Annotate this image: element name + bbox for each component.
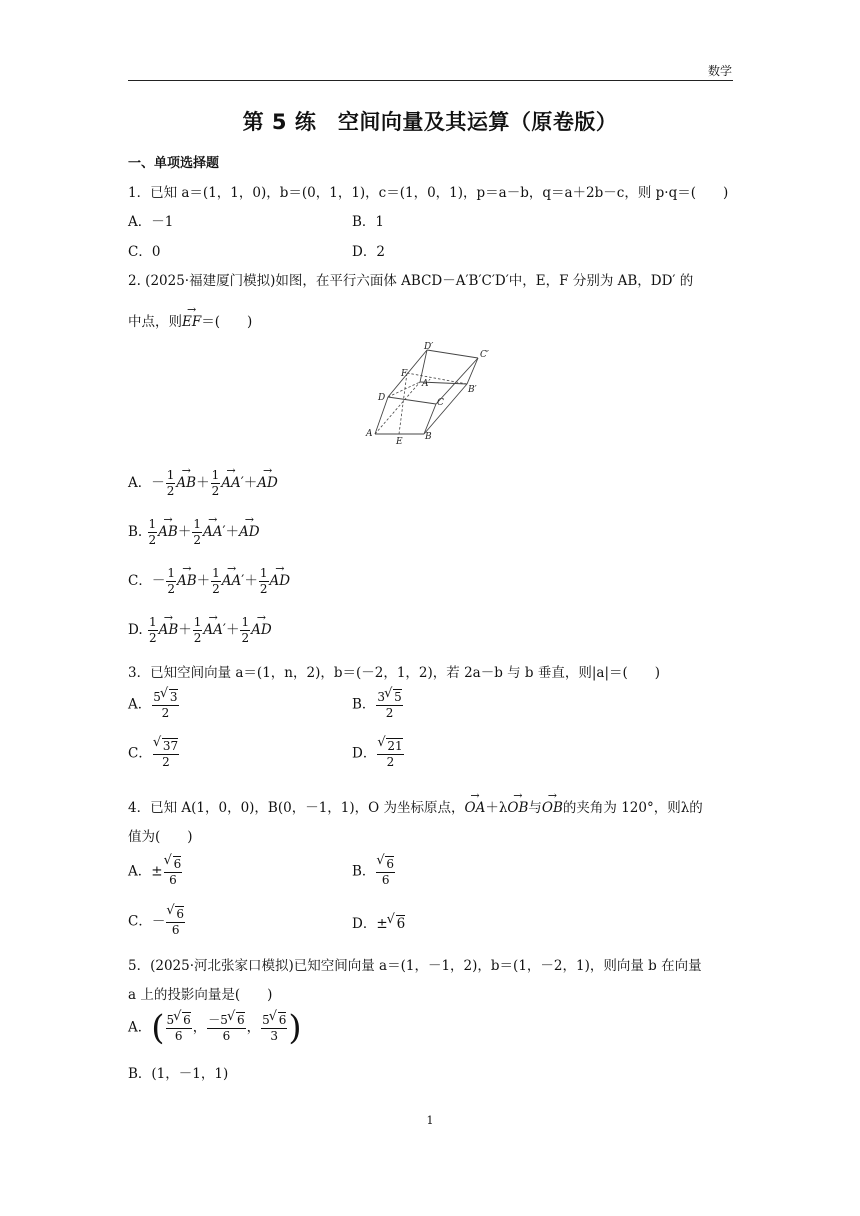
q4-option-d: D．±√ 6 xyxy=(352,912,405,932)
edge-bb1 xyxy=(424,384,467,434)
q5-option-b: B．(1，－1，1) xyxy=(128,1066,229,1082)
q2-stem-line1: 2. (2025·福建厦门模拟)如图，在平行六面体 ABCD－A′B′C′D′中，E，F 分别为 AB，DD′ 的 xyxy=(128,273,694,289)
q2-stem-pre: 中点，则 xyxy=(128,314,182,330)
edge-dd1 xyxy=(388,350,427,397)
edge-cd xyxy=(388,397,436,404)
label-c: C xyxy=(437,398,444,408)
edge-bc xyxy=(424,404,436,434)
label-b1: B′ xyxy=(468,385,477,395)
hidden-segment-d-a1 xyxy=(388,382,420,397)
q1-stem: 1．已知 a＝(1，1，0)，b＝(0，1，1)，c＝(1，0，1)，p＝a－b，q＝a＋2b－c，则 p·q＝( ) xyxy=(128,185,729,201)
section-heading: 一、单项选择题 xyxy=(128,156,220,171)
q4-option-b: B． √ $\frac{6}{6}$ xyxy=(352,856,396,888)
q5-stem-line2: a 上的投影向量是( ) xyxy=(128,987,273,1003)
q2-option-b: B. $\frac{1}{2}$ → AB＋ $\frac{1}{2}$ → AA′＋→ AD xyxy=(128,517,260,548)
q4-option-c: C．－ √ $\frac{6}{6}$ xyxy=(128,906,186,938)
q2-stem-post: ＝( ) xyxy=(201,314,253,330)
q1-option-b: B．1 xyxy=(352,214,385,230)
q3-stem: 3．已知空间向量 a＝(1，n，2)，b＝(－2，1，2)，若 2a－b 与 b 垂直，则|a|＝( ) xyxy=(128,665,661,681)
header-subject: 数学 xyxy=(707,64,732,78)
header-rule xyxy=(128,80,733,81)
q2-option-a: A．－ $\frac{1}{2}$ → AB＋ $\frac{1}{2}$ → AA′＋→ AD xyxy=(128,468,278,499)
q4-option-a: A．± √ $\frac{6}{6}$ xyxy=(128,856,183,888)
label-b: B xyxy=(425,432,432,442)
q1-option-d: D．2 xyxy=(352,244,385,260)
q2-option-c-label: C． xyxy=(128,573,152,589)
q2-option-b-label: B. xyxy=(128,524,143,540)
q2-option-d-label: D. xyxy=(128,622,143,638)
q5-option-a: A．( $\frac{5√ 6}{6}$ ， $\frac{-5√ 6}{6}$ ， $\frac{5√ 6}{3}$ ) xyxy=(128,1012,302,1044)
q3-option-a: A． $\frac{5√ 3}{2}$ xyxy=(128,689,180,721)
label-a: A xyxy=(366,429,373,439)
hidden-edge-aa1 xyxy=(375,382,420,434)
q5-stem-line1: 5．(2025·河北张家口模拟)已知空间向量 a＝(1，－1，2)，b＝(1，－2，1)，则向量 b 在向量 xyxy=(128,958,702,974)
label-a1: A′ xyxy=(422,379,431,389)
label-c1: C′ xyxy=(480,350,489,360)
label-d: D xyxy=(378,393,386,403)
q4-stem-line1: 4．已知 A(1，0，0)，B(0，－1，1)，O 为坐标原点，→ OA＋λ→ OB与→ OB的夹角为 120°，则λ的 xyxy=(128,796,703,816)
parallelepiped-figure xyxy=(364,342,494,448)
edge-c1b1 xyxy=(467,358,478,384)
q3-option-b: B． $\frac{3√ 5}{2}$ xyxy=(352,689,404,721)
q3-option-d: D． √ $\frac{21}{2}$ xyxy=(352,738,405,770)
q1-option-a: A．－1 xyxy=(128,214,174,230)
q2-stem-line2 xyxy=(128,310,252,330)
q1-option-c: C．0 xyxy=(128,244,161,260)
page-number: 1 xyxy=(426,1114,434,1127)
edge-d1c1 xyxy=(427,350,478,358)
label-e: E xyxy=(396,437,403,447)
q2-option-a-label: A． xyxy=(128,475,152,491)
label-f: F xyxy=(401,369,408,379)
q3-option-c: C． √ $\frac{37}{2}$ xyxy=(128,738,180,770)
page-title: 第 5 练 空间向量及其运算（原卷版） xyxy=(242,110,618,134)
q2-option-d: D. $\frac{1}{2}$ → AB＋ $\frac{1}{2}$ → AA′＋ $\frac{1}{2}$ → AD xyxy=(128,615,272,646)
q4-stem-line2: 值为( ) xyxy=(128,829,193,845)
vector-ef: → EF xyxy=(182,314,201,330)
q2-option-c: C．－ $\frac{1}{2}$ → AB＋ $\frac{1}{2}$ → AA′＋ $\frac{1}{2}$ → AD xyxy=(128,566,290,597)
label-d1: D′ xyxy=(424,342,434,352)
